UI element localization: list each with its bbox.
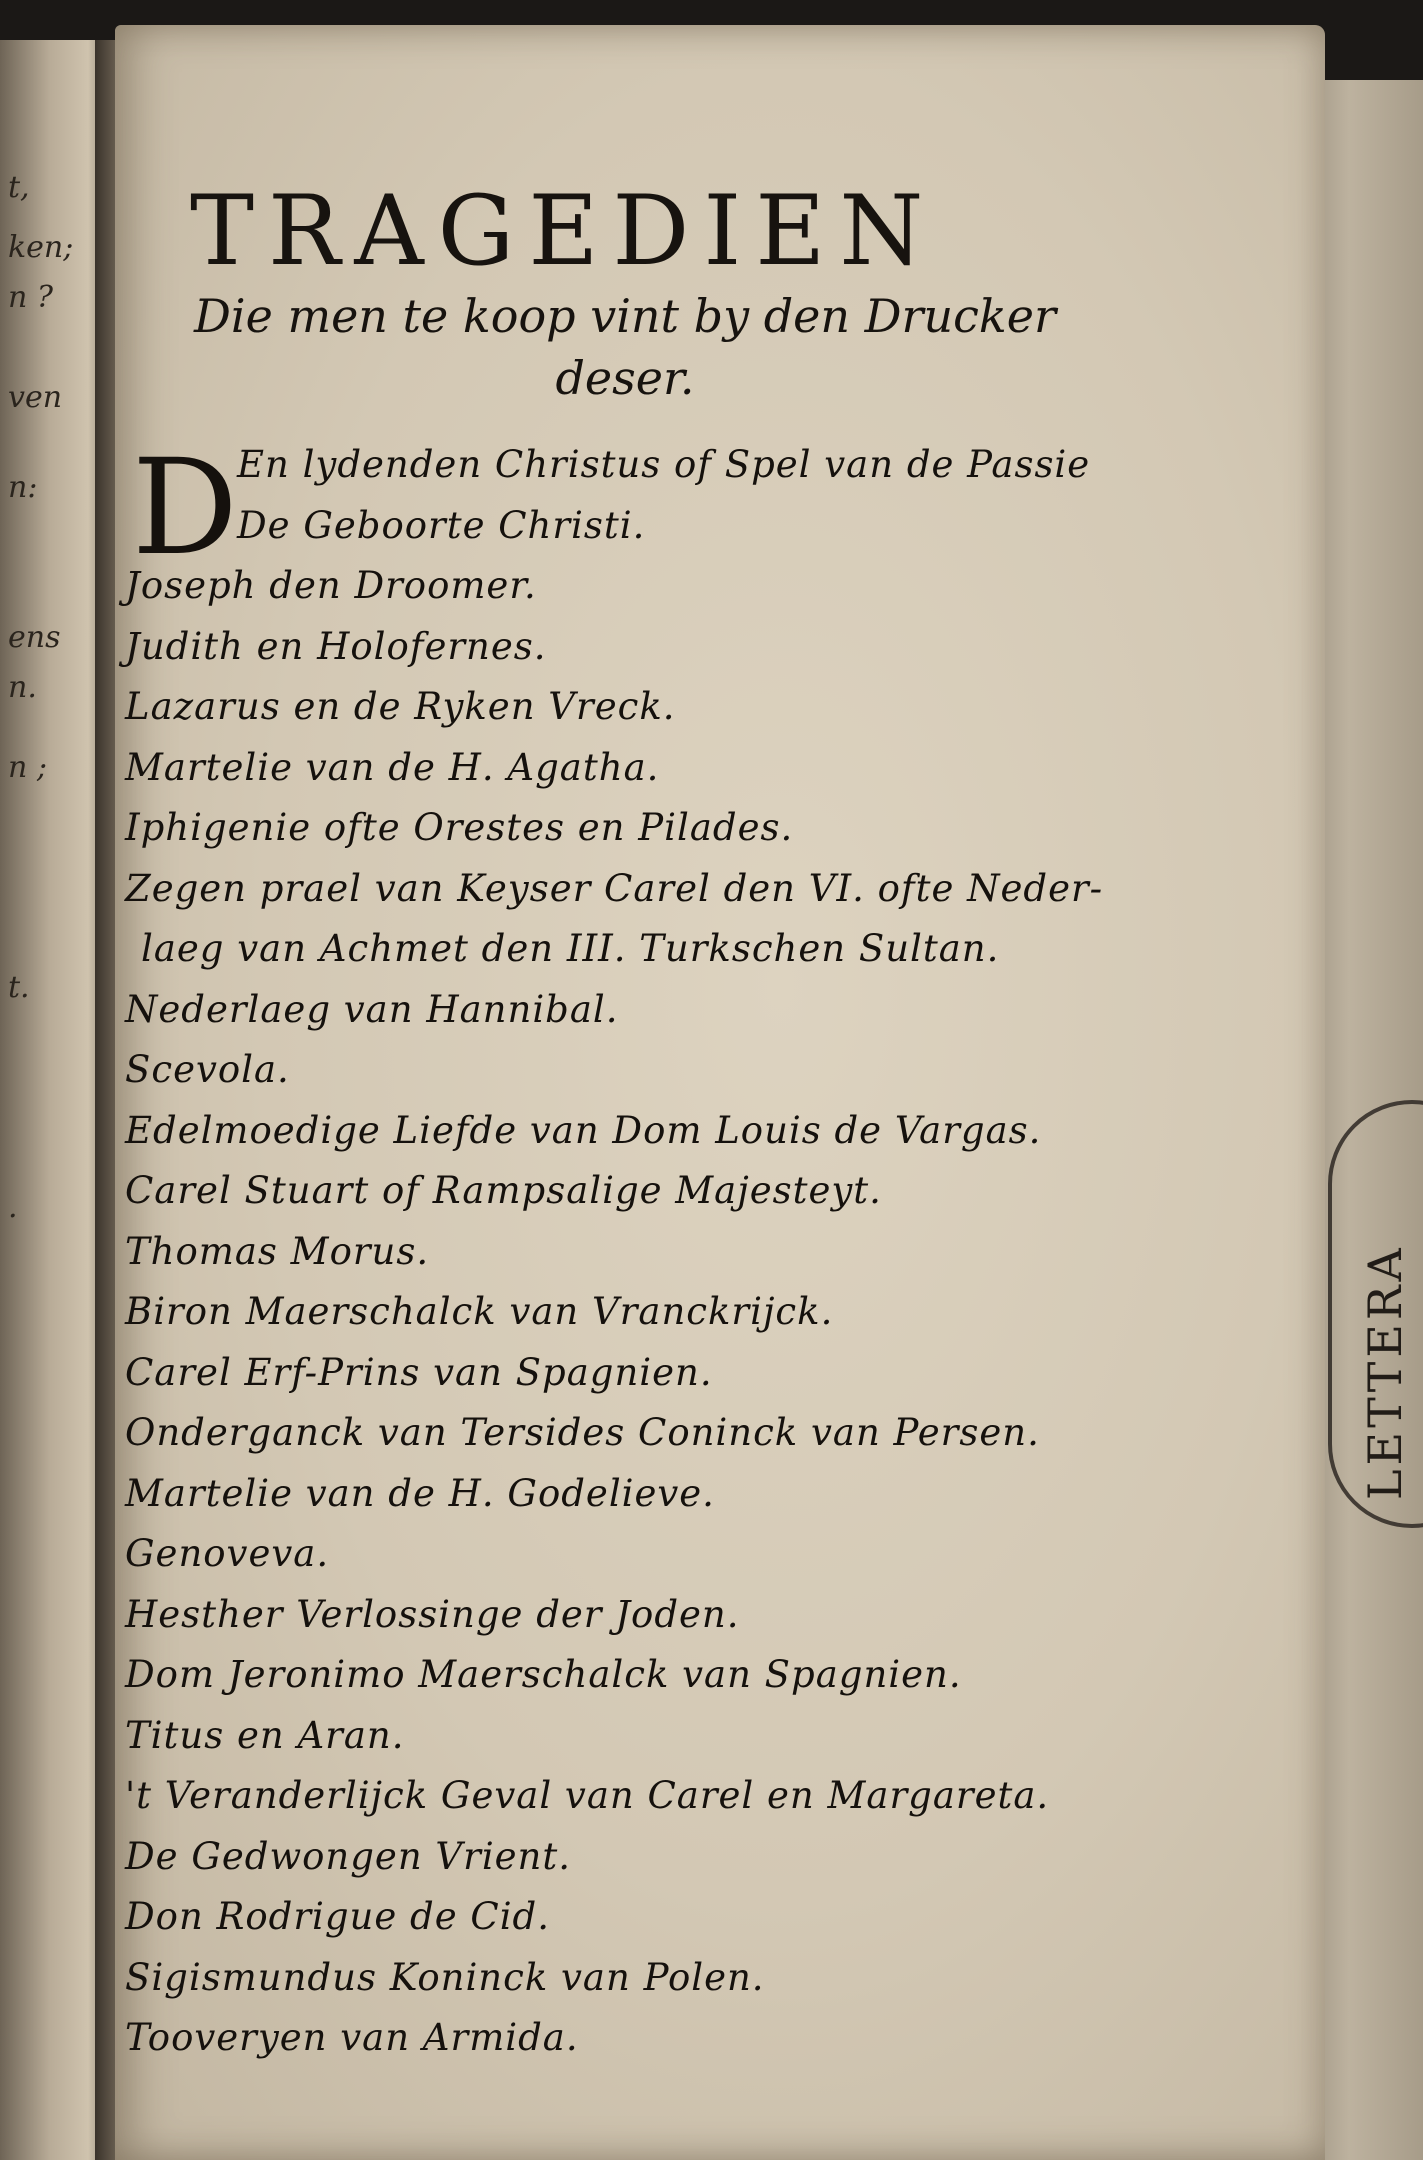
list-item: De Geboorte Christi. bbox=[237, 503, 646, 547]
list-item: Titus en Aran. bbox=[125, 1713, 405, 1757]
drop-cap: D bbox=[132, 431, 238, 585]
list-item: Thomas Morus. bbox=[125, 1229, 430, 1273]
list-item: Tooveryen van Armida. bbox=[125, 2016, 579, 2059]
left-page-fragment: . bbox=[8, 1190, 18, 1225]
list-item: Judith en Holofernes. bbox=[125, 624, 547, 668]
list-item: Don Rodrigue de Cid. bbox=[125, 1895, 550, 1938]
left-page-fragment: ens bbox=[8, 620, 61, 655]
left-page-fragment: n ? bbox=[8, 280, 53, 315]
list-item: Iphigenie ofte Orestes en Pilades. bbox=[125, 806, 794, 849]
list-item: Dom Jeronimo Maerschalck van Spagnien. bbox=[125, 1653, 962, 1696]
list-item: Carel Stuart of Rampsalige Majesteyt. bbox=[125, 1169, 882, 1212]
list-item: Lazarus en de Ryken Vreck. bbox=[125, 685, 676, 728]
list-item: Edelmoedige Liefde van Dom Louis de Vargas. bbox=[125, 1108, 1042, 1152]
list-item: Hesther Verlossinge der Joden. bbox=[125, 1592, 740, 1636]
list-item: Scevola. bbox=[125, 1048, 290, 1091]
left-page-fragment: ven bbox=[8, 380, 63, 415]
list-item: En lydenden Christus of Spel van de Passie bbox=[237, 443, 1091, 486]
subtitle-line: Die men te koop vint by den Drucker bbox=[194, 289, 1056, 343]
list-item: Onderganck van Tersides Coninck van Persen. bbox=[125, 1411, 1040, 1454]
list-item: Martelie van de H. Godelieve. bbox=[125, 1471, 715, 1515]
library-stamp-text: LETTERA bbox=[1358, 1244, 1412, 1500]
subtitle-line: deser. bbox=[555, 351, 695, 405]
list-item: Zegen prael van Keyser Carel den VI. ofte Neder- bbox=[125, 866, 1104, 910]
left-page-fragment: n: bbox=[8, 470, 38, 505]
list-item: 't Veranderlijck Geval van Carel en Margareta. bbox=[125, 1774, 1050, 1817]
left-page-fragment: ken; bbox=[8, 230, 74, 265]
list-item: De Gedwongen Vrient. bbox=[125, 1834, 572, 1878]
left-page-fragment: t. bbox=[8, 970, 30, 1005]
list-item: Genoveva. bbox=[125, 1532, 330, 1575]
left-page-edge bbox=[0, 40, 110, 2160]
page-title: TRAGEDIEN bbox=[190, 175, 938, 287]
tragedy-list bbox=[125, 431, 1125, 2069]
left-page-fragment: t, bbox=[8, 170, 30, 205]
page-subtitle bbox=[165, 285, 1085, 409]
left-page-fragment: n. bbox=[8, 670, 37, 705]
left-page-fragment: n ; bbox=[8, 750, 47, 785]
list-item: Martelie van de H. Agatha. bbox=[125, 745, 660, 789]
list-item: laeg van Achmet den III. Turkschen Sultan. bbox=[141, 927, 1000, 970]
list-item: Nederlaeg van Hannibal. bbox=[125, 987, 619, 1031]
list-item: Sigismundus Koninck van Polen. bbox=[125, 1955, 765, 1999]
list-item: Biron Maerschalck van Vranckrijck. bbox=[125, 1290, 834, 1333]
list-item: Joseph den Droomer. bbox=[125, 564, 537, 607]
list-item: Carel Erf-Prins van Spagnien. bbox=[125, 1350, 713, 1394]
